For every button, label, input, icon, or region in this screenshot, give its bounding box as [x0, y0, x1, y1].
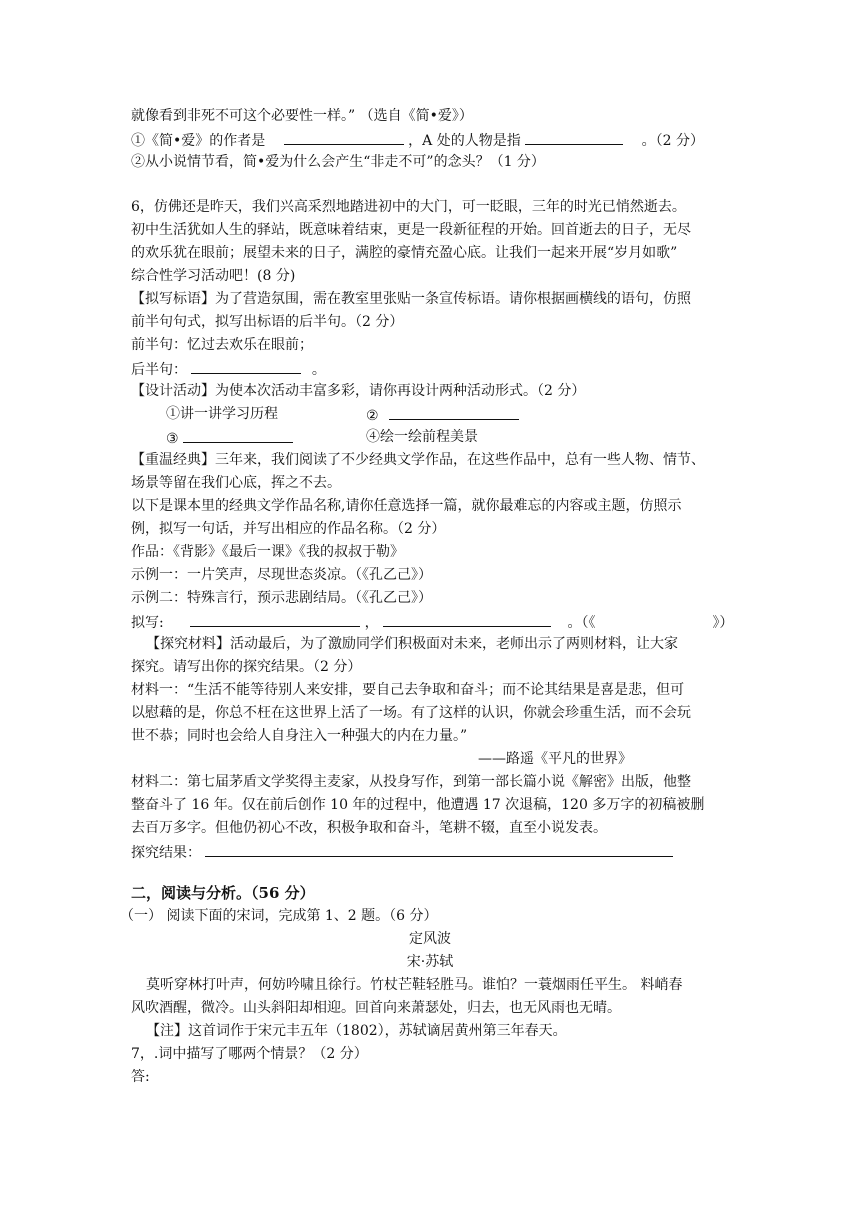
paragraph-line: 作品：《背影》《最后一课》《我的叔叔于勒》: [131, 544, 404, 560]
question-line: 7，.词中描写了哪两个情景？（2 分）: [131, 1046, 368, 1062]
text-segment: ，: [364, 615, 379, 631]
paragraph-line: 去百万多字。但他仍初心不改，积极争取和奋斗，笔耕不辍，直至小说发表。: [131, 820, 607, 836]
answer-label: 答:: [131, 1069, 150, 1085]
section-heading: 二，阅读与分析。（56 分）: [131, 884, 315, 902]
question-line: [131, 130, 704, 150]
answer-blank[interactable]: [383, 612, 551, 627]
question-line: [131, 612, 733, 632]
text-segment: 。: [311, 362, 326, 378]
paragraph-line: 的欢乐犹在眼前；展望未来的日子，满腔的豪情充盈心底。让我们一起来开展“岁月如歌”: [131, 245, 678, 261]
paragraph-line: 以慰藉的是，你总不枉在这世界上活了一场。有了这样的认识，你就会珍重生活，而不会玩: [131, 705, 691, 721]
text-segment: 》）: [712, 615, 734, 631]
paragraph-line: 综合性学习活动吧！(8 分): [131, 268, 296, 284]
subsection-heading: （一） 阅读下面的宋词，完成第 1、2 题。（6 分）: [120, 908, 438, 924]
paragraph-line: 示例二：特殊言行，预示悲剧结局。（《孔乙己》）: [131, 590, 432, 606]
question-line: [131, 842, 673, 862]
text-segment: 后半句：: [131, 362, 187, 378]
text-segment: ，A 处的人物是指: [408, 133, 521, 149]
paragraph-line: 例，拟写一句话，并写出相应的作品名称。（2 分）: [131, 521, 446, 537]
answer-blank[interactable]: [190, 612, 360, 627]
paragraph-line: 【拟写标语】为了营造氛围，需在教室里张贴一条宣传标语。请你根据画横线的语句，仿照: [131, 291, 691, 307]
poem-line: 莫听穿林打叶声，何妨吟啸且徐行。竹杖芒鞋轻胜马。谁怕？一蓑烟雨任平生。 料峭春: [146, 977, 683, 993]
paragraph-line: 材料一：“生活不能等待别人来安排，要自己去争取和奋斗；而不论其结果是喜是悲，但可: [131, 682, 685, 698]
answer-blank[interactable]: [389, 405, 519, 420]
poem-author: 宋·苏轼: [406, 954, 454, 970]
text-line: 就像看到非死不可这个必要性一样。” （选自《简•爱》）: [131, 108, 473, 124]
poem-line: 风吹酒醒，微冷。山头斜阳却相迎。回首向来萧瑟处，归去，也无风雨也无晴。: [131, 1000, 621, 1016]
text-segment: ①讲一讲学习历程: [166, 406, 278, 422]
paragraph-line: 【探究材料】活动最后，为了激励同学们积极面对未来，老师出示了两则材料，让大家: [146, 636, 678, 652]
text-segment: 。（《: [567, 615, 596, 631]
text-segment: 。（2 分）: [641, 133, 704, 149]
paragraph-line: 初中生活犹如人生的驿站，既意味着结束，更是一段新征程的开始。回首逝去的日子，无尽: [131, 222, 691, 238]
paragraph-line: 前半句：忆过去欢乐在眼前；: [131, 337, 313, 353]
question-line: [131, 359, 326, 379]
answer-blank[interactable]: [525, 130, 623, 145]
paragraph-line: 前半句句式，拟写出标语的后半句。（2 分）: [131, 314, 404, 330]
poem-title: 定风波: [409, 931, 451, 947]
answer-blank[interactable]: [191, 359, 301, 374]
text-segment: ①《简•爱》的作者是: [131, 133, 266, 149]
question-line: [366, 405, 519, 425]
source-attribution: ——路遥《平凡的世界》: [478, 751, 632, 767]
paragraph-line: 6，仿佛还是昨天，我们兴高采烈地踏进初中的大门，可一眨眼，三年的时光已悄然逝去。: [131, 199, 686, 215]
paragraph-line: 示例一：一片笑声，尽现世态炎凉。（《孔乙己》）: [131, 567, 432, 583]
answer-blank[interactable]: [284, 130, 404, 145]
paragraph-line: 探究。请写出你的探究结果。（2 分）: [131, 659, 362, 675]
paragraph-line: 以下是课本里的经典文学作品名称,请你任意选择一篇，就你最难忘的内容或主题，仿照示: [131, 498, 682, 514]
paragraph-line: 整奋斗了 16 年。仅在前后创作 10 年的过程中，他遭遇 17 次退稿，120 多万字的初稿被删: [131, 797, 705, 813]
poem-note: 【注】这首词作于宋元丰五年（1802），苏轼谪居黄州第三年春天。: [146, 1023, 567, 1039]
text-segment: 探究结果：: [131, 845, 201, 861]
answer-blank[interactable]: [183, 428, 293, 443]
question-line: [166, 428, 293, 448]
text-segment: ②: [366, 408, 379, 424]
answer-blank[interactable]: [205, 842, 673, 857]
text-segment: ③: [166, 431, 179, 447]
text-segment: 拟写:: [131, 615, 164, 631]
paragraph-line: 【设计活动】为使本次活动丰富多彩，请你再设计两种活动形式。（2 分）: [131, 383, 586, 399]
paragraph-line: 材料二：第七届茅盾文学奖得主麦家，从投身写作，到第一部长篇小说《解密》出版，他整: [131, 774, 691, 790]
paragraph-line: 世不恭；同时也会给人自身注入一种强大的内在力量。”: [131, 728, 468, 744]
paragraph-line: 【重温经典】三年来，我们阅读了不少经典文学作品，在这些作品中，总有一些人物、情节、: [131, 452, 705, 468]
paragraph-line: 场景等留在我们心底，挥之不去。: [131, 475, 341, 491]
question-line: ②从小说情节看，简•爱为什么会产生“非走不可”的念头？（1 分）: [131, 154, 545, 170]
text-segment: ④绘一绘前程美景: [366, 429, 478, 445]
